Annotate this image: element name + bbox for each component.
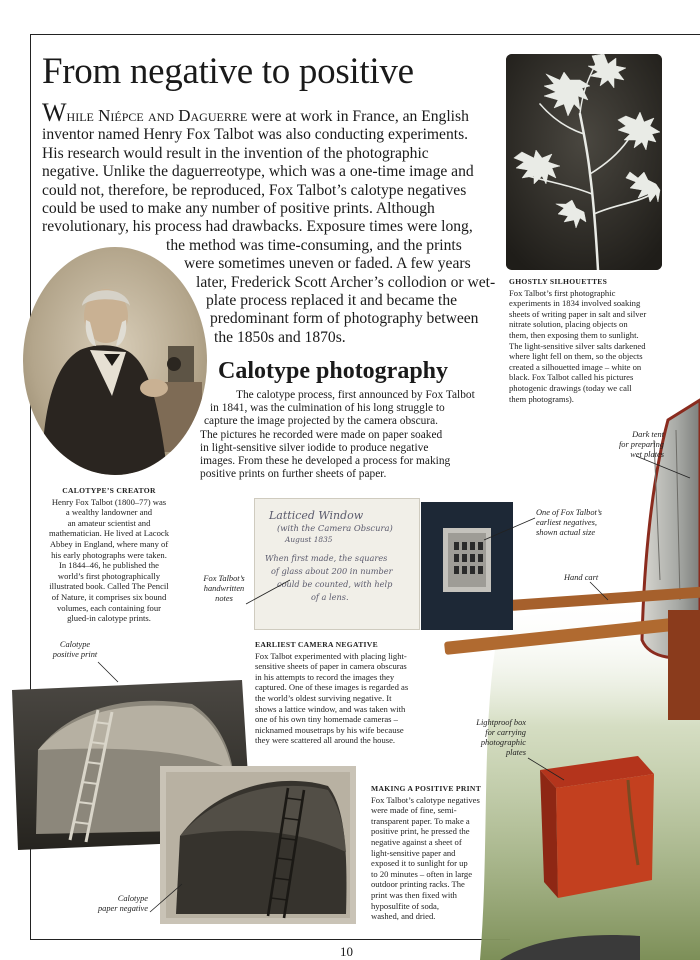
portrait-graphic [22,246,208,476]
calotype-line-0: The calotype process, first announced by Fox Talbot [236,389,475,401]
creator-line-8: illustrated book. Called The Pencil [49,581,169,592]
positive-line-0: Fox Talbot’s calotype negatives [371,794,480,805]
earliest-negative-image [421,502,513,630]
hand-cart-label [564,573,598,583]
fox-talbot-portrait-image [22,246,208,476]
ghostly-line-0: Fox Talbot’s first photographic [509,287,616,298]
positive-line-8: outdoor printing racks. The [371,879,465,890]
calotype-paper-negative-image [160,766,356,924]
intro-line-0 [42,98,522,127]
calotype-positive-line-0: Calotype [59,640,91,649]
frame-top-rule [30,34,700,35]
intro-line-1: inventor named Henry Fox Talbot was also conducting experiments. [42,126,469,144]
earliest-negative-line-0: One of Fox Talbot’s [536,508,602,517]
lightproof-box-line-3: plates [505,748,526,757]
creator-line-7: world’s first photographically [57,570,161,581]
creator-line-6: In 1844–46, he published the [58,560,159,571]
earliest-camera-negative-caption [255,640,408,746]
positive-line-9: print was then fixed with [371,889,457,900]
handwritten-notes-line-1: handwritten [203,584,245,593]
calotype-positive-label [40,640,110,660]
creator-line-1: a wealthy landowner and [65,507,153,518]
intro-line-4: could not, therefore, be reproduced, Fox Talbot’s calotype negatives [42,181,467,199]
earliest-negative-line-1: earliest negatives, [536,518,597,527]
calotype-line-3: The pictures he recorded were made on paper soaked [200,428,443,441]
creator-line-3: mathematician. He lived at Lacock [48,528,170,539]
calotype-creator-caption [36,486,182,624]
positive-line-3: positive print, he pressed the [371,826,470,837]
positive-line-4: negative against a sheet of [371,836,462,847]
earliest-negative-line-2: shown actual size [536,528,596,537]
page-number: 10 [340,944,353,959]
ghostly-line-3: nitrate solution, placing objects on [509,319,628,330]
leaf-silhouette-graphic [506,54,662,270]
intro-line-7: the method was time-consuming, and the prints [166,236,462,254]
handwritten-notes-line-0: Fox Talbot’s [203,574,245,583]
intro-line-5: could be used to make any number of positive prints. Although [42,200,435,218]
intro-line-12: the 1850s and 1870s. [214,328,346,346]
intro-dropcap: W [42,98,67,127]
intro-line-9: later, Frederick Scott Archer’s collodion or wet- [196,273,496,291]
making-positive-print-title: MAKING A POSITIVE PRINT [371,784,482,793]
making-positive-print-caption [371,784,481,922]
handwriting-line-1: (with the Camera Obscura) [277,523,393,533]
handwriting-line-5: could be counted, with help [277,579,393,589]
ghostly-line-6: where light fell on them, so the objects [509,351,643,362]
lightproof-box-label [450,718,526,758]
earliest-line-6: one of his own tiny homemade cameras – [255,714,398,725]
positive-line-10: hyposulfite of soda, [371,900,440,911]
hand-cart-line-0: Hand cart [564,573,599,582]
calotype-negative-line-1: paper negative [97,904,148,913]
ghostly-line-4: them, then exposing them to sunlight. [509,329,639,340]
calotype-paragraph [200,389,500,481]
intro-line-10: plate process replaced it and became the [206,292,458,310]
ghostly-line-10: them photograms). [509,393,574,404]
positive-line-7: to 20 minutes – often in large [371,868,473,879]
dark-tent-line-0: Dark tent [632,430,664,439]
ghostly-silhouettes-title: GHOSTLY SILHOUETTES [509,277,608,286]
handwriting-line-0: Latticed Window [269,509,364,522]
creator-line-0: Henry Fox Talbot (1800–77) was [51,496,167,507]
frame-bottom-rule [30,939,510,940]
ghostly-line-1: experiments in 1834 involved soaking [509,298,641,309]
positive-line-1: were made of fine, semi- [371,805,457,816]
earliest-line-8: they were scattered all around the house. [255,735,396,746]
handwritten-notes-graphic [255,499,421,631]
creator-line-2: an amateur scientist and [67,517,151,528]
handwritten-notes-label [196,574,252,604]
calotype-creator-title: CALOTYPE’S CREATOR [62,486,156,495]
earliest-line-5: shows a lattice window, and was taken with [255,703,406,714]
intro-line-11: predominant form of photography between [210,310,479,328]
earliest-line-4: the world’s oldest surviving negative. It [255,692,392,703]
calotype-line-4: in light-sensitive silver iodide to produce negative [200,441,429,454]
creator-line-4: Abbey in England, where many of [49,538,169,549]
earliest-line-2: in his attempts to record the images they [255,671,395,682]
earliest-camera-negative-title: EARLIEST CAMERA NEGATIVE [255,640,378,649]
creator-line-11: glued-in calotype prints. [67,613,151,624]
creator-line-10: volumes, each containing four [56,602,162,613]
creator-line-9: of Nature, it comprises six bound [51,591,167,602]
lightproof-box-line-0: Lightproof box [476,718,526,727]
positive-line-5: light-sensitive paper and [371,847,456,858]
intro-line-8: were sometimes uneven or faded. A few years [184,255,471,273]
ghostly-line-5: The light-sensitive silver salts darkened [509,340,646,351]
handwriting-line-3: When first made, the squares [265,553,388,563]
handwriting-line-2: August 1835 [285,535,333,544]
calotype-negative-line-0: Calotype [117,894,148,903]
handwritten-notes-image [254,498,420,630]
photogenic-drawing-image [506,54,662,270]
intro-line-3: negative. Unlike the daguerreotype, which was a one-time image and [42,163,474,181]
calotype-positive-line-1: positive print [52,650,98,659]
calotype-line-5: images. From these he developed a process for making [200,455,451,468]
handwritten-notes-line-2: notes [215,594,233,603]
earliest-line-0: Fox Talbot experimented with placing light- [255,650,407,661]
calotype-line-1: in 1841, was the culmination of his long struggle to [210,402,445,415]
ghostly-line-8: black. Fox Talbot called his pictures [509,372,634,383]
lightproof-box-line-1: for carrying [485,728,526,737]
positive-line-2: transparent paper. To make a [371,815,470,826]
earliest-negative-label [536,508,602,538]
earliest-line-1: sensitive sheets of paper in camera obscuras [255,661,407,672]
ghostly-line-9: photogenic drawings (today we call [509,382,632,393]
intro-smallcaps: hile Niépce and Daguerre [66,106,248,125]
calotype-heading: Calotype photography [218,358,449,384]
ghostly-line-2: sheets of writing paper in salt and silver [509,308,647,319]
handwriting-line-4: of glass about 200 in number [271,566,393,576]
dark-tent-line-2: wet plates [630,450,664,459]
positive-line-11: washed, and dried. [371,911,436,922]
intro-first-line-rest: were at work in France, an English [247,108,469,125]
earliest-line-3: captured. One of these images is regarded as [255,682,409,693]
calotype-negative-label [84,894,148,914]
lightproof-box-line-2: photographic [480,738,526,747]
handwriting-line-6: of a lens. [311,592,349,602]
calotype-line-2: capture the image projected by the camera obscura. [204,415,439,428]
intro-line-6: revolutionary, his process had drawbacks. Exposure times were long, [42,218,473,236]
positive-line-6: exposed it to sunlight for up [371,858,468,869]
dark-tent-label [572,430,664,460]
intro-line-2: His research would result in the invention of the photographic [42,144,429,162]
calotype-line-6: positive prints on further sheets of paper. [200,468,387,481]
earliest-line-7: nicknamed mousetraps by his wife because [255,724,404,735]
haystack-negative-graphic [160,766,356,924]
ghostly-line-7: created a silhouetted image – white on [509,361,642,372]
lattice-negative-graphic [421,502,513,630]
dark-tent-line-1: for preparing [618,440,664,449]
page-title: From negative to positive [42,51,414,92]
creator-line-5: his early photographs were taken. [51,549,167,560]
